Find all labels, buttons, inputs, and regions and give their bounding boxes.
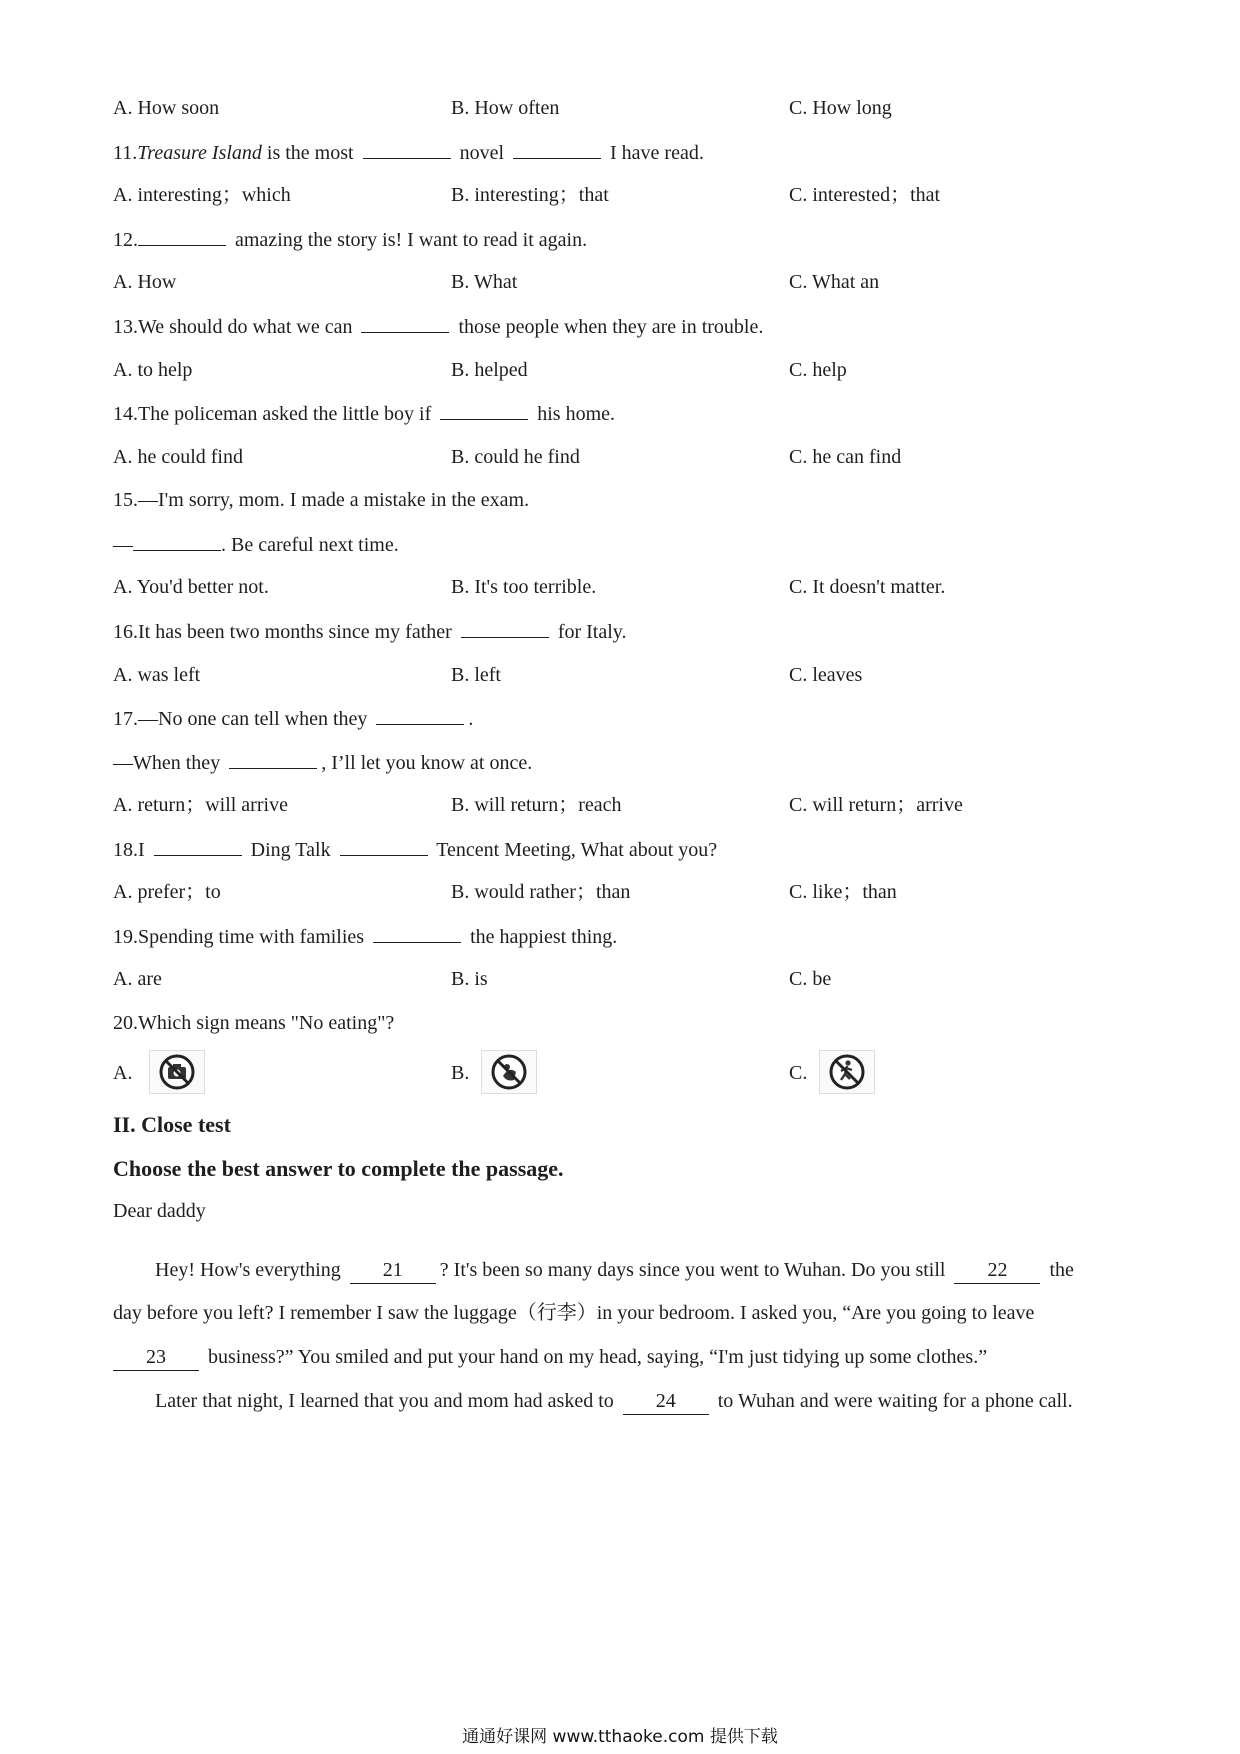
q13-options bbox=[113, 357, 1163, 383]
q19-option-c[interactable]: C. be bbox=[789, 968, 832, 990]
q13-text-b: those people when they are in trouble. bbox=[453, 316, 764, 338]
q19-options bbox=[113, 966, 1163, 992]
q11-option-c[interactable]: C. interested；that bbox=[789, 184, 941, 206]
q18-text-b: Ding Talk bbox=[245, 839, 336, 861]
q15-option-c[interactable]: C. It doesn't matter. bbox=[789, 576, 946, 598]
blank-23[interactable]: 23 bbox=[113, 1344, 199, 1371]
q15-line-1: 15.—I'm sorry, mom. I made a mistake in the exam. bbox=[113, 489, 530, 511]
q16-text-a: 16.It has been two months since my father bbox=[113, 621, 457, 643]
q17-text-b: . bbox=[468, 708, 474, 730]
q14-options bbox=[113, 444, 1163, 470]
q19-text-a: 19.Spending time with families bbox=[113, 926, 370, 948]
no-camera-sign-icon bbox=[149, 1050, 205, 1094]
q12-options bbox=[113, 269, 1163, 295]
q11-blank-2 bbox=[513, 139, 601, 159]
q11-text-a: is the most bbox=[261, 142, 359, 164]
q10-option-c[interactable]: C. How long bbox=[789, 97, 892, 119]
q17-option-b[interactable]: B. will return；reach bbox=[451, 794, 622, 816]
q16-question bbox=[113, 618, 1160, 644]
q11-blank-1 bbox=[363, 139, 451, 159]
no-eating-sign-icon bbox=[481, 1050, 537, 1094]
q19-option-b[interactable]: B. is bbox=[451, 968, 488, 990]
q12-text: amazing the story is! I want to read it again. bbox=[230, 229, 588, 251]
q18-blank-1 bbox=[154, 836, 242, 856]
q16-options bbox=[113, 662, 1163, 688]
q10-option-a[interactable]: A. How soon bbox=[113, 97, 220, 119]
q15-dash: — bbox=[113, 534, 133, 556]
q17-text-a: 17.—No one can tell when they bbox=[113, 708, 373, 730]
q18-option-b[interactable]: B. would rather；than bbox=[451, 881, 631, 903]
blank-24[interactable]: 24 bbox=[623, 1388, 709, 1415]
q11-options bbox=[113, 182, 1163, 208]
q18-options bbox=[113, 879, 1163, 905]
q17-option-c[interactable]: C. will return；arrive bbox=[789, 794, 963, 816]
q13-option-b[interactable]: B. helped bbox=[451, 359, 528, 381]
q15-options bbox=[113, 574, 1163, 600]
q18-option-c[interactable]: C. like；than bbox=[789, 881, 897, 903]
q13-question bbox=[113, 313, 1160, 339]
q11-text-c: I have read. bbox=[605, 142, 704, 164]
q15-option-a[interactable]: A. You'd better not. bbox=[113, 576, 269, 598]
q11-text-b: novel bbox=[454, 142, 510, 164]
q17-blank-1 bbox=[376, 705, 464, 725]
q20-option-b-label: B. bbox=[451, 1062, 470, 1084]
q12-question bbox=[113, 226, 1160, 252]
q20-option-a-label: A. bbox=[113, 1062, 133, 1084]
q12-option-c[interactable]: C. What an bbox=[789, 271, 880, 293]
q20-option-a[interactable] bbox=[113, 1060, 132, 1086]
q11-question bbox=[113, 139, 1160, 165]
q15-blank bbox=[133, 531, 221, 551]
q18-question bbox=[113, 836, 1160, 862]
letter-paragraph-2 bbox=[155, 1388, 1175, 1415]
q17-option-a[interactable]: A. return；will arrive bbox=[113, 794, 288, 816]
q17-text-c: —When they bbox=[113, 752, 226, 774]
q20-option-c[interactable] bbox=[789, 1060, 807, 1086]
q14-text-a: 14.The policeman asked the little boy if bbox=[113, 403, 437, 425]
q20-options bbox=[113, 1060, 1163, 1086]
letter-text-e: Later that night, I learned that you and mom had asked to bbox=[155, 1390, 619, 1412]
q12-number: 12. bbox=[113, 229, 138, 251]
q14-option-c[interactable]: C. he can find bbox=[789, 446, 902, 468]
q11-option-a[interactable]: A. interesting；which bbox=[113, 184, 291, 206]
q12-option-a[interactable]: A. How bbox=[113, 271, 177, 293]
q16-option-c[interactable]: C. leaves bbox=[789, 664, 863, 686]
letter-text-b: ? It's been so many days since you went to Wuhan. Do you still bbox=[439, 1259, 951, 1281]
q19-question bbox=[113, 923, 1160, 949]
q16-blank bbox=[461, 618, 549, 638]
q14-option-a[interactable]: A. he could find bbox=[113, 446, 243, 468]
letter-salutation: Dear daddy bbox=[113, 1200, 206, 1222]
q13-blank bbox=[361, 313, 449, 333]
q14-text-b: his home. bbox=[532, 403, 616, 425]
q14-question bbox=[113, 400, 1160, 426]
q19-blank bbox=[373, 923, 461, 943]
q15-option-b[interactable]: B. It's too terrible. bbox=[451, 576, 597, 598]
q18-option-a[interactable]: A. prefer；to bbox=[113, 881, 221, 903]
q19-text-b: the happiest thing. bbox=[465, 926, 618, 948]
q13-text-a: 13.We should do what we can bbox=[113, 316, 358, 338]
blank-21[interactable]: 21 bbox=[350, 1257, 436, 1284]
letter-text-c: the bbox=[1044, 1259, 1074, 1281]
q18-text-a: 18.I bbox=[113, 839, 150, 861]
letter-text-f: to Wuhan and were waiting for a phone call. bbox=[712, 1390, 1073, 1412]
q16-option-a[interactable]: A. was left bbox=[113, 664, 201, 686]
q20-option-b[interactable] bbox=[451, 1060, 469, 1086]
letter-paragraph-1-line-3 bbox=[113, 1344, 1133, 1371]
q10-options bbox=[113, 95, 1163, 121]
letter-text-d: business?” You smiled and put your hand on my head, saying, “I'm just tidying up some clothes.” bbox=[203, 1346, 988, 1368]
q17-options bbox=[113, 792, 1163, 818]
q12-option-b[interactable]: B. What bbox=[451, 271, 518, 293]
letter-paragraph-1-line-2: day before you left? I remember I saw the luggage（行李）in your bedroom. I asked you, “Are you going to leave bbox=[113, 1302, 1035, 1324]
q17-line-2 bbox=[113, 749, 1160, 775]
q14-option-b[interactable]: B. could he find bbox=[451, 446, 580, 468]
q17-text-d: , I’ll let you know at once. bbox=[321, 752, 533, 774]
q17-line-1 bbox=[113, 705, 1160, 731]
q16-option-b[interactable]: B. left bbox=[451, 664, 501, 686]
q13-option-a[interactable]: A. to help bbox=[113, 359, 193, 381]
q13-option-c[interactable]: C. help bbox=[789, 359, 847, 381]
letter-paragraph-1-line-1 bbox=[155, 1257, 1175, 1284]
section-instruction: Choose the best answer to complete the passage. bbox=[113, 1156, 564, 1181]
q11-option-b[interactable]: B. interesting；that bbox=[451, 184, 609, 206]
page-footer[interactable]: 通通好课网 www.tthaoke.com 提供下载 bbox=[462, 1727, 778, 1747]
q11-number: 11. bbox=[113, 142, 138, 164]
section-title: II. Close test bbox=[113, 1112, 231, 1137]
q16-text-b: for Italy. bbox=[552, 621, 627, 643]
letter-text-a: Hey! How's everything bbox=[155, 1259, 346, 1281]
q19-option-a[interactable]: A. are bbox=[113, 968, 162, 990]
q18-text-c: Tencent Meeting, What about you? bbox=[431, 839, 718, 861]
q10-option-b[interactable]: B. How often bbox=[451, 97, 560, 119]
q15-text: . Be careful next time. bbox=[221, 534, 399, 556]
q17-blank-2 bbox=[229, 749, 317, 769]
q18-blank-2 bbox=[340, 836, 428, 856]
q20-question: 20.Which sign means "No eating"? bbox=[113, 1012, 395, 1034]
q14-blank bbox=[440, 400, 528, 420]
no-running-sign-icon bbox=[819, 1050, 875, 1094]
q11-book-title: Treasure Island bbox=[137, 142, 262, 164]
q20-option-c-label: C. bbox=[789, 1062, 808, 1084]
q12-blank bbox=[138, 226, 226, 246]
q15-line-2 bbox=[113, 531, 1160, 557]
blank-22[interactable]: 22 bbox=[954, 1257, 1040, 1284]
